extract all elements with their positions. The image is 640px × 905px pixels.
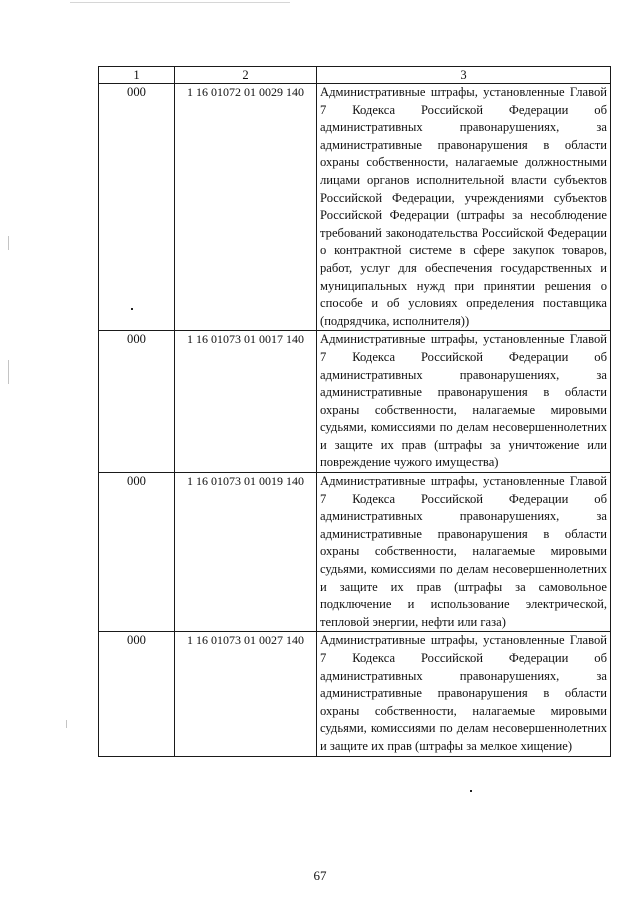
admin-code-cell: 000 <box>99 632 175 756</box>
header-col-3: 3 <box>317 67 611 84</box>
description-cell: Административные штрафы, установленные Главой 7 Кодекса Российской Федерации об административных правонарушениях, за административные правонарушения в области охраны собственности, налагаемые мировыми судьями, комиссиями по делам несовершеннолетних и защите их прав (штрафы за уничтожение или повреждение чужого имущества) <box>317 331 611 473</box>
kbk-code-cell: 1 16 01073 01 0027 140 <box>175 632 317 756</box>
scan-mark-left-3 <box>66 720 67 728</box>
description-cell: Административные штрафы, установленные Главой 7 Кодекса Российской Федерации об административных правонарушениях, за административные правонарушения в области охраны собственности, налагаемые мировыми судьями, комиссиями по делам несовершеннолетних и защите их прав (штрафы за мелкое хищение) <box>317 632 611 756</box>
scan-mark-left-2 <box>8 360 9 384</box>
table-header-row <box>99 67 611 84</box>
admin-code-cell: 000 <box>99 473 175 632</box>
header-col-1: 1 <box>99 67 175 84</box>
scan-mark-left-1 <box>8 236 9 250</box>
header-col-2: 2 <box>175 67 317 84</box>
table-row <box>99 473 611 632</box>
budget-codes-table <box>98 66 611 757</box>
table-row <box>99 331 611 473</box>
scan-mark-top <box>70 2 290 3</box>
kbk-code-cell: 1 16 01072 01 0029 140 <box>175 84 317 331</box>
table-row <box>99 632 611 756</box>
description-cell: Административные штрафы, установленные Главой 7 Кодекса Российской Федерации об административных правонарушениях, за административные правонарушения в области охраны собственности, налагаемые должностными лицами органов исполнительной власти субъектов Российской Федерации, учреждениями субъектов Российской Федерации (штрафы за несоблюдение требований законодательства Российской Федерации о контрактной системе в сфере закупок товаров, работ, услуг для обеспечения государственных и муниципальных нужд при принятии решения о способе и об условиях определения поставщика (подрядчика, исполнителя)) <box>317 84 611 331</box>
admin-code-cell: 000 <box>99 331 175 473</box>
page-number: 67 <box>313 868 327 883</box>
description-cell: Административные штрафы, установленные Главой 7 Кодекса Российской Федерации об административных правонарушениях, за административные правонарушения в области охраны собственности, налагаемые мировыми судьями, комиссиями по делам несовершеннолетних и защите их прав (штрафы за самовольное подключение и использование электрической, тепловой энергии, нефти или газа) <box>317 473 611 632</box>
kbk-code-cell: 1 16 01073 01 0017 140 <box>175 331 317 473</box>
scan-dot-2 <box>470 790 472 792</box>
kbk-code-cell: 1 16 01073 01 0019 140 <box>175 473 317 632</box>
table-row <box>99 84 611 331</box>
admin-code-cell: 000 <box>99 84 175 331</box>
